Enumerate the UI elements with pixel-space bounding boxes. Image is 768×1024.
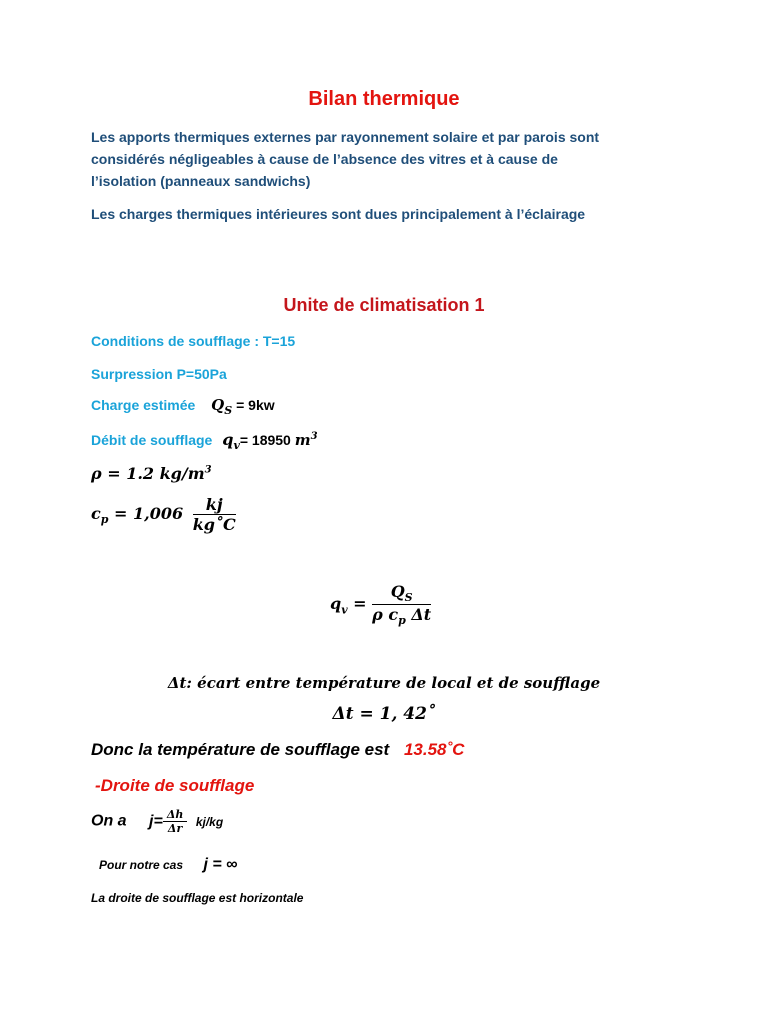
rho-equation: ρ = 1.2 $kg/m^3$ [91,464,212,483]
formula-denominator: ρ $c_p$ Δt [372,605,432,628]
droite-title: -Droite de soufflage [95,776,255,795]
debit-unit: $m^3$ [294,431,318,449]
debit-line [91,430,318,452]
charge-value: = 9kw [236,397,275,413]
document-title: Bilan thermique [308,88,460,110]
donc-value: 13.58˚C [403,740,465,759]
donc-line [91,740,464,760]
cp-fraction-denominator: kg˚C [192,515,236,534]
donc-text: Donc la température de soufflage est [91,740,390,759]
j-fraction-denominator: Δr [167,822,183,835]
charge-label: Charge estimée [91,397,196,413]
conditions-line: Conditions de soufflage : T=15 [91,333,296,349]
debit-symbol: $q_v$ [222,430,240,453]
charge-symbol: $Q_S$ [211,396,233,417]
delta-value: Δt = 1, 42˚ [332,704,436,724]
conclusion-text: La droite de soufflage est horizontale [91,891,304,905]
pour-notre-line [99,856,238,874]
on-a-text: On a [91,812,127,830]
cp-fraction-numerator: kj [193,495,236,515]
surpression-line: Surpression P=50Pa [91,366,227,382]
debit-value: = 18950 [239,432,291,448]
j-infinity: j = ∞ [203,856,238,873]
j-unit: kj/kg [195,814,224,829]
cp-equation: $c_p = 1,006$ $\frac{kj}{kg˚C}$ [91,495,236,534]
delta-definition: Δt: écart entre température de local et de soufflage [167,674,601,692]
pour-notre-text: Pour notre cas [99,858,184,872]
flow-formula: $q_v$ = $\frac{Q_S}{\rho c_p \Delta t}$ [330,582,432,628]
debit-label: Débit de soufflage [91,432,213,448]
section-title: Unite de climatisation 1 [283,295,485,315]
intro-paragraph-line-1: Les apports thermiques externes par rayonnement solaire et par parois sont [91,129,600,145]
charge-line [91,396,275,417]
interior-loads-paragraph: Les charges thermiques intérieures sont dues principalement à l’éclairage [91,206,586,222]
on-a-line [91,808,223,835]
formula-numerator: $Q_S$ [372,582,431,605]
intro-paragraph-line-3: l’isolation (panneaux sandwichs) [91,173,311,189]
intro-paragraph-line-2: considérés négligeables à cause de l’absence des vitres et à cause de [91,151,558,167]
j-fraction-numerator: Δh [163,808,188,822]
j-eq: j= [149,812,163,830]
